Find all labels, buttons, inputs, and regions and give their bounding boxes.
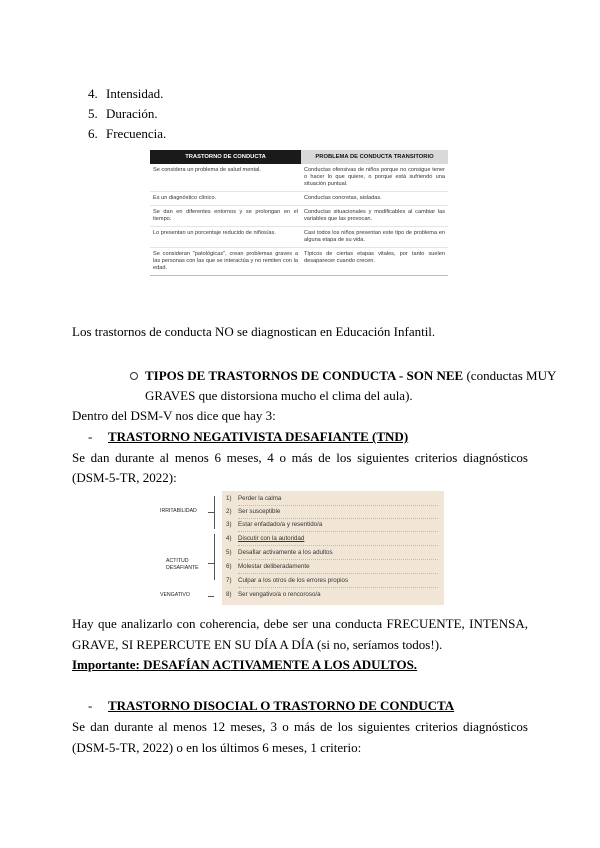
category-label: ACTITUD [166, 558, 189, 564]
category-label: DESAFIANTE [166, 565, 199, 571]
criteria-box [222, 491, 444, 605]
paragraph: Los trastornos de conducta NO se diagnostican en Educación Infantil. [72, 324, 436, 339]
table-cell: Se considera un problema de salud mental. [150, 164, 301, 192]
section-title: TIPOS DE TRASTORNOS DE CONDUCTA - SON NEE [145, 368, 464, 383]
divider [238, 545, 438, 546]
paragraph: GRAVE, SI REPERCUTE EN SU DÍA A DÍA (si no, seríamos todos!). [72, 637, 443, 652]
table-row [150, 248, 448, 276]
category-label: VENGATIVO [160, 592, 190, 598]
comparison-table [150, 150, 448, 276]
important-note: Importante: DESAFÍAN ACTIVAMENTE A LOS ADULTOS. [72, 657, 418, 672]
divider [238, 573, 438, 574]
paragraph: Se dan durante al menos 6 meses, 4 o más de los siguientes criterios diagnósticos [72, 450, 528, 465]
paragraph: Dentro del DSM-V nos dice que hay 3: [72, 408, 276, 423]
table-cell: Es un diagnóstico clínico. [150, 192, 301, 206]
criteria-item: 2) Ser susceptible [226, 508, 281, 515]
list-text: Frecuencia. [106, 126, 167, 141]
table-cell: Conductas ofensivas de niños porque no consigue tener o hacer lo que quiere, o porque está sufriendo una situación puntual. [301, 164, 448, 192]
table-row [150, 164, 448, 192]
tnd-title: TRASTORNO NEGATIVISTA DESAFIANTE (TND) [108, 429, 409, 444]
paragraph: (DSM-5-TR, 2022) o en los últimos 6 meses, 1 criterio: [72, 740, 362, 755]
section-note: (conductas MUY [463, 368, 557, 383]
list-text: Duración. [106, 106, 158, 121]
dash-bullet: - [88, 429, 93, 444]
paragraph: (DSM-5-TR, 2022): [72, 470, 177, 485]
section-note-line2: GRAVES que distorsiona mucho el clima del aula). [145, 388, 413, 403]
criteria-item: 3) Estar enfadado/a y resentido/a [226, 521, 323, 528]
brace-irritabilidad [214, 496, 221, 529]
divider [238, 587, 438, 588]
dash-bullet: - [88, 698, 93, 713]
divider [238, 531, 438, 532]
list-number: 5. [88, 106, 98, 121]
brace-tick [208, 512, 214, 513]
table-cell: Se dan en diferentes entornos y se prolongan en el tiempo. [150, 206, 301, 227]
list-item [88, 125, 166, 142]
list-number: 4. [88, 86, 98, 101]
list-number: 6. [88, 126, 98, 141]
table-cell: Lo presentan un porcentaje reducido de niños/as. [150, 227, 301, 248]
table-row [150, 206, 448, 227]
table-header: TRASTORNO DE CONDUCTA [150, 150, 301, 164]
table-cell: Conductas concretas, aisladas. [301, 192, 448, 206]
brace-desafiante [214, 534, 221, 580]
table-cell: Se consideran "patológicas", crean problemas graves a las personas con las que se interactúa y no remiten con la edad. [150, 248, 301, 276]
table-header: PROBLEMA DE CONDUCTA TRANSITORIO [301, 150, 448, 164]
brace-tick [208, 596, 214, 597]
table-cell: Casi todos los niños presentan este tipo de problema en alguna etapa de su vida. [301, 227, 448, 248]
divider [238, 559, 438, 560]
list-item [88, 105, 158, 122]
table-cell: Conductas situacionales y modificables al cambiar las variables que las provocan. [301, 206, 448, 227]
paragraph: Se dan durante al menos 12 meses, 3 o más de los siguientes criterios diagnósticos [72, 719, 528, 734]
table-row [150, 192, 448, 206]
criteria-item: 5) Desafiar activamente a los adultos [226, 549, 333, 556]
list-item [88, 85, 163, 102]
criteria-item: 7) Culpar a los otros de los errores propios [226, 577, 349, 584]
table-row [150, 227, 448, 248]
circle-bullet-icon [130, 372, 138, 380]
criteria-item: 4) Discutir con la autoridad [226, 535, 305, 542]
category-label: IRRITABILIDAD [160, 508, 197, 514]
criteria-item: 1) Perder la calma [226, 495, 282, 502]
table-cell: Típicos de ciertas etapas vitales, por tanto suelen desaparecer cuando crecen. [301, 248, 448, 276]
brace-tick [208, 563, 214, 564]
criteria-item: 8) Ser vengativo/a o rencoroso/a [226, 591, 321, 598]
criteria-item: 6) Molestar deliberadamente [226, 563, 310, 570]
list-text: Intensidad. [106, 86, 164, 101]
tipos-heading-line [145, 367, 556, 384]
paragraph: Hay que analizarlo con coherencia, debe ser una conducta FRECUENTE, INTENSA, [72, 616, 528, 631]
disocial-title: TRASTORNO DISOCIAL O TRASTORNO DE CONDUCTA [108, 698, 455, 713]
